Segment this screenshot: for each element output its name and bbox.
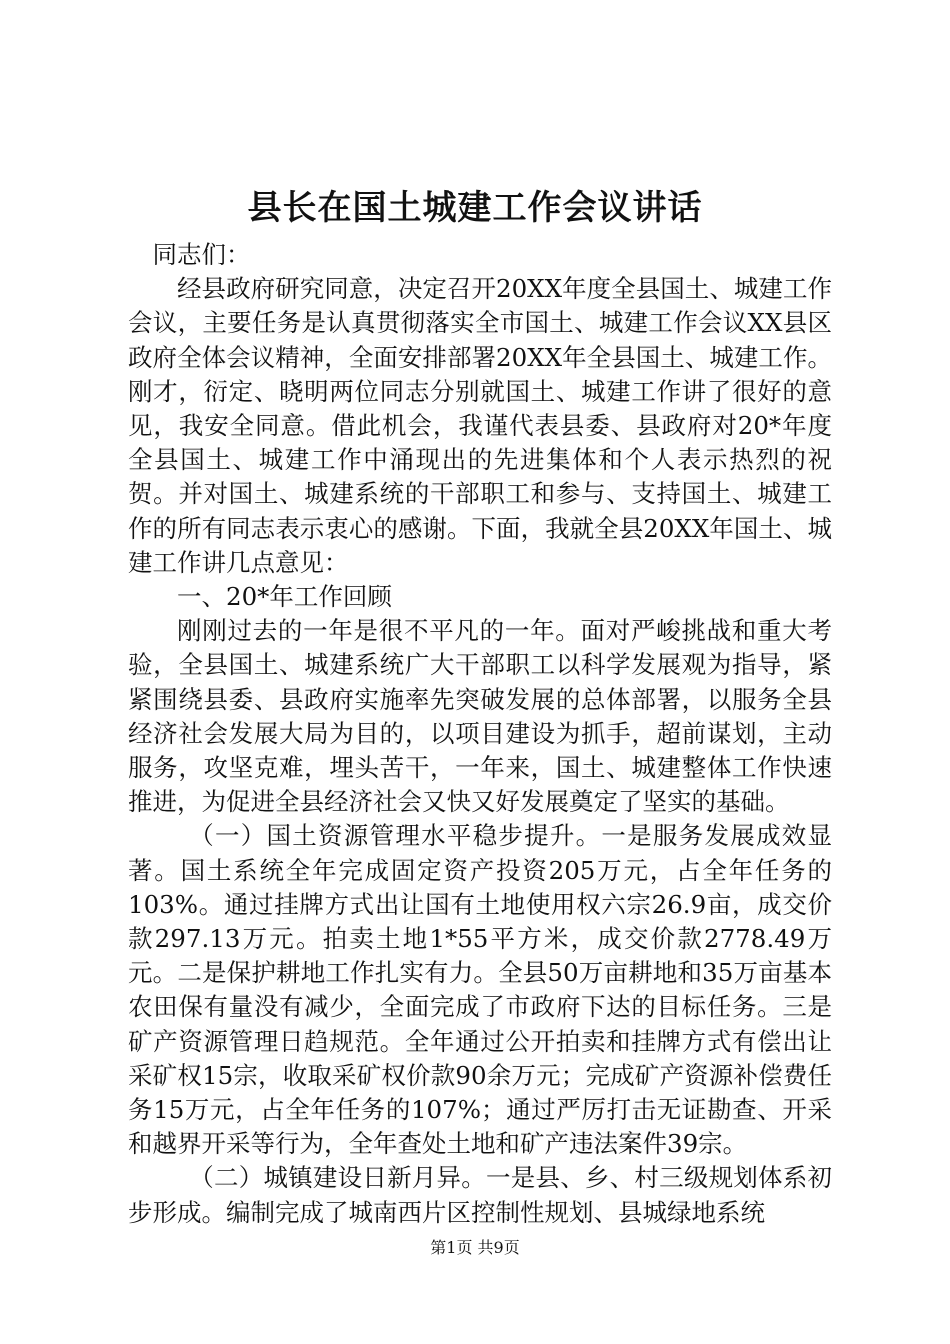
document-title: 县长在国土城建工作会议讲话 <box>247 188 703 228</box>
paragraph-urban-construction: （二）城镇建设日新月异。一是县、乡、村三级规划体系初步形成。编制完成了城南西片区控制性规划、县城绿地系统 <box>128 1163 832 1227</box>
document-body <box>128 238 832 1230</box>
paragraph-review: 刚刚过去的一年是很不平凡的一年。面对严峻挑战和重大考验，全县国土、城建系统广大干部职工以科学发展观为指导，紧紧围绕县委、县政府实施率先突破发展的总体部署，以服务全县经济社会发展大局为目的，以项目建设为抓手，超前谋划，主动服务，攻坚克难，埋头苦干，一年来，国土、城建整体工作快速推进，为促进全县经济社会又快又好发展奠定了坚实的基础。 <box>128 616 832 817</box>
section-heading: 一、20*年工作回顾 <box>177 582 392 612</box>
page-number-footer: 第1页 共9页 <box>430 1238 520 1257</box>
paragraph-intro: 经县政府研究同意，决定召开20XX年度全县国土、城建工作会议，主要任务是认真贯彻落实全市国土、城建工作会议XX县区政府全体会议精神，全面安排部署20XX年全县国土、城建工作。刚才，衍定、晓明两位同志分别就国土、城建工作讲了很好的意见，我安全同意。借此机会，我谨代表县委、县政府对20*年度全县国土、城建工作中涌现出的先进集体和个人表示热烈的祝贺。并对国土、城建系统的干部职工和参与、支持国土、城建工作的所有同志表示衷心的感谢。下面，我就全县20XX年国土、城建工作讲几点意见： <box>128 274 832 577</box>
paragraph-land-resources: （一）国土资源管理水平稳步提升。一是服务发展成效显著。国土系统全年完成固定资产投资205万元，占全年任务的103%。通过挂牌方式出让国有土地使用权六宗26.9亩，成交价款297.13万元。拍卖土地1*55平方米，成交价款2778.49万元。二是保护耕地工作扎实有力。全县50万亩耕地和35万亩基本农田保有量没有减少，全面完成了市政府下达的目标任务。三是矿产资源管理日趋规范。全年通过公开拍卖和挂牌方式有偿出让采矿权15宗，收取采矿权价款90余万元；完成矿产资源补偿费任务15万元，占全年任务的107%；通过严厉打击无证勘查、开采和越界开采等行为，全年查处土地和矿产违法案件39宗。 <box>128 821 832 1159</box>
greeting: 同志们： <box>152 240 251 269</box>
